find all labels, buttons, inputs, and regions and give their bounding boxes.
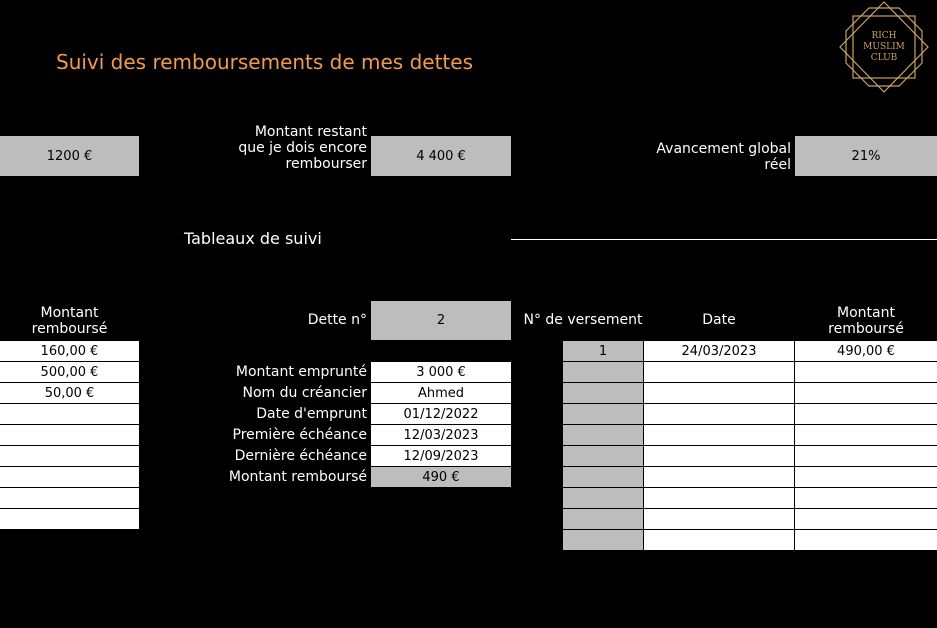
left-table [0,341,139,530]
first-due-date-value[interactable]: 12/03/2023 [371,425,511,446]
first-due-date-label: Première échéance [232,427,367,443]
payment-amount-cell[interactable] [795,488,937,509]
payment-number-cell[interactable]: 1 [563,341,643,362]
global-progress-value[interactable]: 21% [795,136,937,176]
loan-date-value[interactable]: 01/12/2022 [371,404,511,425]
payment-number-cell[interactable] [563,425,643,446]
total-repaid-value[interactable]: 1200 € [0,136,139,176]
section-divider [511,239,937,240]
payment-number-cell[interactable] [563,383,643,404]
payment-date-cell[interactable] [644,509,794,530]
creditor-name-value[interactable]: Ahmed [371,383,511,404]
logo-line-1: RICH [871,31,897,41]
debt-number-label: Dette n° [307,312,367,328]
section-title: Tableaux de suivi [184,229,322,248]
left-table-cell[interactable]: 160,00 € [0,341,139,362]
repaid-amount-value[interactable]: 490 € [371,467,511,488]
left-table-cell[interactable]: 500,00 € [0,362,139,383]
debt-number-value[interactable]: 2 [371,301,511,340]
payment-date-cell[interactable] [644,467,794,488]
payment-date-cell[interactable] [644,383,794,404]
loan-date-label: Date d'emprunt [256,406,367,422]
payment-amount-cell[interactable] [795,425,937,446]
left-table-cell[interactable]: 50,00 € [0,383,139,404]
page-title: Suivi des remboursements de mes dettes [56,50,473,74]
payment-amount-cell[interactable] [795,530,937,551]
payment-amount-cell[interactable]: 490,00 € [795,341,937,362]
payment-date-cell[interactable] [644,404,794,425]
left-table-cell[interactable] [0,446,139,467]
payment-number-cell[interactable] [563,446,643,467]
payment-amount-cell[interactable] [795,383,937,404]
payment-number-cell[interactable] [563,488,643,509]
left-table-header: Montant remboursé [31,305,108,337]
payment-number-cell[interactable] [563,362,643,383]
payment-amount-cell[interactable] [795,467,937,488]
left-table-cell[interactable] [0,509,139,530]
global-progress-label: Avancement global réel [656,141,791,173]
left-table-cell[interactable] [0,488,139,509]
payment-amount-header: Montant remboursé [828,305,904,337]
payment-date-cell[interactable] [644,362,794,383]
logo-line-2: MUSLIM [863,42,905,52]
payment-number-cell[interactable] [563,467,643,488]
payment-date-cell[interactable] [644,446,794,467]
borrowed-amount-label: Montant emprunté [235,364,367,380]
logo-line-3: CLUB [870,53,898,63]
left-table-cell[interactable] [0,425,139,446]
left-table-cell[interactable] [0,404,139,425]
borrowed-amount-value[interactable]: 3 000 € [371,362,511,383]
last-due-date-label: Dernière échéance [234,448,367,464]
left-table-cell[interactable] [0,467,139,488]
payment-date-header: Date [702,312,736,328]
last-due-date-value[interactable]: 12/09/2023 [371,446,511,467]
remaining-amount-value[interactable]: 4 400 € [371,136,511,176]
payment-number-header: N° de versement [523,312,643,328]
creditor-name-label: Nom du créancier [242,385,367,401]
payment-date-cell[interactable]: 24/03/2023 [644,341,794,362]
remaining-amount-label: Montant restant que je dois encore rembourser [238,124,367,172]
rich-muslim-club-logo [836,0,932,94]
payment-number-cell[interactable] [563,404,643,425]
payment-date-cell[interactable] [644,530,794,551]
payment-amount-cell[interactable] [795,404,937,425]
payment-date-cell[interactable] [644,425,794,446]
payment-amount-cell[interactable] [795,446,937,467]
payment-date-cell[interactable] [644,488,794,509]
payment-number-cell[interactable] [563,509,643,530]
payment-amount-cell[interactable] [795,362,937,383]
payment-number-cell[interactable] [563,530,643,551]
payment-amount-cell[interactable] [795,509,937,530]
repaid-amount-label: Montant remboursé [228,469,367,485]
